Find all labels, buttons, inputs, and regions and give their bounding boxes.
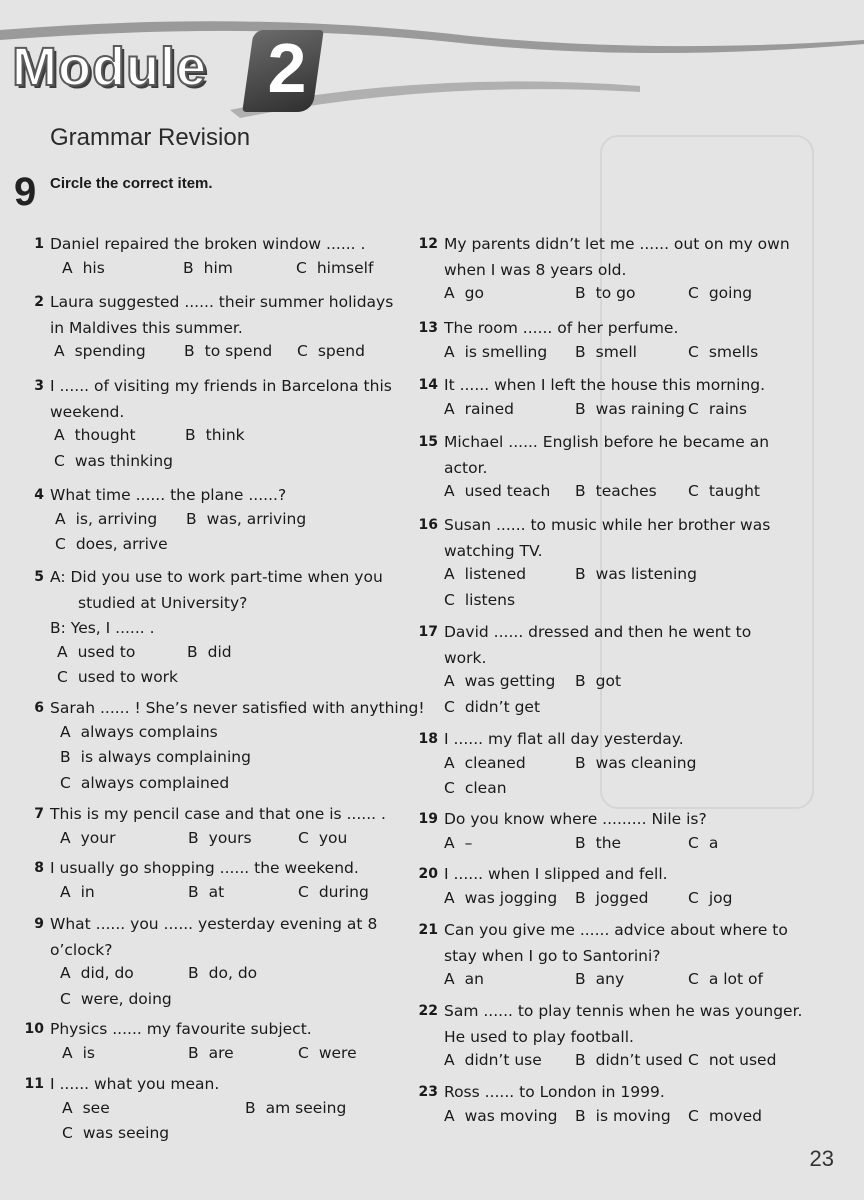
option-c[interactable] xyxy=(62,1124,169,1142)
module-title: Module xyxy=(12,37,207,97)
option-letter: B xyxy=(575,1106,586,1125)
option-c[interactable] xyxy=(298,1044,357,1062)
option-b[interactable] xyxy=(575,482,657,500)
option-letter: A xyxy=(444,1106,455,1125)
option-letter: C xyxy=(688,399,699,418)
option-text: – xyxy=(464,833,473,852)
option-c[interactable] xyxy=(688,970,763,988)
option-text: taught xyxy=(708,482,760,500)
option-letter: B xyxy=(575,482,586,500)
option-a[interactable] xyxy=(444,1107,558,1125)
option-letter: A xyxy=(444,970,455,988)
option-text: him xyxy=(203,258,233,277)
option-a[interactable] xyxy=(60,829,115,847)
option-c[interactable] xyxy=(688,1051,776,1069)
question-text: Physics ...... my favourite subject. xyxy=(50,1020,312,1038)
option-letter: A xyxy=(54,342,65,360)
option-text: do, do xyxy=(208,964,258,982)
option-letter: A xyxy=(444,342,455,361)
option-letter: A xyxy=(444,399,455,418)
option-letter: C xyxy=(444,590,455,609)
option-text: cleaned xyxy=(464,753,526,772)
option-text: moved xyxy=(708,1106,762,1125)
question-text: David ...... dressed and then he went to xyxy=(444,623,752,641)
question-number: 8 xyxy=(34,860,44,876)
option-letter: B xyxy=(184,342,195,360)
module-number: 2 xyxy=(267,29,307,107)
option-letter: A xyxy=(444,565,455,583)
option-a[interactable] xyxy=(444,889,557,907)
option-text: during xyxy=(318,882,369,901)
question-text: It ...... when I left the house this morning. xyxy=(444,376,766,394)
option-c[interactable] xyxy=(688,1107,762,1125)
option-c[interactable] xyxy=(444,779,507,797)
question-number: 13 xyxy=(418,320,438,336)
option-letter: B xyxy=(245,1098,256,1117)
question-text: This is my pencil case and that one is ...... . xyxy=(50,805,386,823)
option-letter: C xyxy=(688,342,699,361)
option-text: does, arrive xyxy=(75,535,168,553)
question-number: 16 xyxy=(418,517,438,533)
option-letter: C xyxy=(688,1051,699,1069)
option-letter: A xyxy=(60,722,71,741)
option-text: going xyxy=(708,284,753,302)
option-letter: C xyxy=(60,989,71,1008)
option-letter: C xyxy=(62,1124,73,1142)
option-text: think xyxy=(205,426,245,444)
option-c[interactable] xyxy=(688,284,752,302)
option-text: smell xyxy=(595,342,637,361)
option-b[interactable] xyxy=(185,426,245,444)
option-letter: B xyxy=(186,509,197,528)
option-letter: C xyxy=(444,697,455,716)
option-letter: B xyxy=(187,642,198,661)
option-c[interactable] xyxy=(444,591,515,609)
option-text: was getting xyxy=(464,672,556,690)
question-text: Laura suggested ...... their summer holidays xyxy=(50,293,394,311)
option-letter: B xyxy=(183,258,194,277)
option-letter: B xyxy=(575,753,586,772)
option-b[interactable] xyxy=(186,510,306,528)
option-letter: A xyxy=(60,964,71,982)
option-letter: A xyxy=(60,828,71,847)
option-text: were, doing xyxy=(80,989,172,1008)
option-text: was raining xyxy=(595,399,685,418)
option-letter: A xyxy=(60,882,71,901)
question-text: Michael ...... English before he became an xyxy=(444,433,770,451)
option-b[interactable] xyxy=(184,342,272,360)
option-c[interactable] xyxy=(60,774,229,792)
option-letter: C xyxy=(54,451,65,470)
question-number: 15 xyxy=(418,434,438,450)
option-text: didn’t use xyxy=(464,1051,542,1069)
option-a[interactable] xyxy=(60,964,134,982)
option-text: your xyxy=(80,828,116,847)
option-text: yours xyxy=(208,828,252,847)
option-b[interactable] xyxy=(60,748,251,766)
option-text: at xyxy=(208,882,225,901)
option-letter: B xyxy=(188,882,199,901)
option-a[interactable] xyxy=(444,565,526,583)
option-letter: C xyxy=(55,535,66,553)
option-text: teaches xyxy=(595,482,657,500)
option-letter: A xyxy=(62,1098,73,1117)
question-number: 3 xyxy=(34,378,44,394)
option-text: to spend xyxy=(204,342,273,360)
option-text: spending xyxy=(74,342,146,360)
option-text: spend xyxy=(317,342,365,360)
option-letter: C xyxy=(298,882,309,901)
question-text: when I was 8 years old. xyxy=(444,260,627,279)
question-text: He used to play football. xyxy=(444,1027,634,1046)
question-number: 5 xyxy=(34,569,44,585)
option-text: was moving xyxy=(464,1106,558,1125)
option-letter: A xyxy=(444,888,455,907)
question-number: 1 xyxy=(34,236,44,252)
option-c[interactable] xyxy=(54,452,173,470)
question-text: Do you know where ......... Nile is? xyxy=(444,810,707,828)
option-text: listened xyxy=(464,565,527,583)
option-letter: A xyxy=(54,426,65,444)
option-letter: B xyxy=(575,342,586,361)
option-a[interactable] xyxy=(444,400,514,418)
option-a[interactable] xyxy=(62,259,105,277)
question-number: 11 xyxy=(24,1076,44,1092)
option-letter: C xyxy=(60,773,71,792)
option-letter: C xyxy=(688,833,699,852)
question-number: 21 xyxy=(418,922,438,938)
option-letter: C xyxy=(298,1043,309,1062)
question-number: 12 xyxy=(418,236,438,252)
option-text: not used xyxy=(708,1051,777,1069)
option-text: you xyxy=(318,828,348,847)
option-text: clean xyxy=(464,779,507,797)
option-a[interactable] xyxy=(444,754,526,772)
question-text: Sarah ...... ! She’s never satisfied with anything! xyxy=(50,699,425,717)
option-text: listens xyxy=(464,590,516,609)
option-letter: B xyxy=(575,565,586,583)
option-b[interactable] xyxy=(575,1051,683,1069)
question-number: 17 xyxy=(418,624,438,640)
question-number: 2 xyxy=(34,294,44,310)
question-text: A: Did you use to work part-time when you xyxy=(50,568,383,586)
option-letter: C xyxy=(688,284,699,302)
question-text: What ...... you ...... yesterday evening at 8 xyxy=(50,915,378,933)
option-letter: B xyxy=(188,964,199,982)
option-letter: B xyxy=(60,748,71,766)
option-letter: B xyxy=(575,970,586,988)
question-number: 14 xyxy=(418,377,438,393)
question-number: 4 xyxy=(34,487,44,503)
option-b[interactable] xyxy=(575,284,635,302)
option-c[interactable] xyxy=(55,535,168,553)
option-letter: C xyxy=(297,342,308,360)
option-a[interactable] xyxy=(444,970,484,988)
option-a[interactable] xyxy=(444,672,555,690)
option-letter: B xyxy=(575,888,586,907)
option-text: always complains xyxy=(80,722,218,741)
option-text: a xyxy=(708,833,719,852)
option-a[interactable] xyxy=(54,426,136,444)
exercise-number: 9 xyxy=(14,170,37,214)
option-a[interactable] xyxy=(60,883,95,901)
option-letter: A xyxy=(62,258,73,277)
option-a[interactable] xyxy=(62,1044,95,1062)
question-text: Ross ...... to London in 1999. xyxy=(444,1083,665,1101)
option-text: didn’t used xyxy=(595,1051,683,1069)
question-number: 20 xyxy=(418,866,438,882)
option-c[interactable] xyxy=(298,883,369,901)
option-letter: A xyxy=(444,672,455,690)
option-text: did, do xyxy=(80,964,134,982)
option-text: did xyxy=(207,642,232,661)
option-letter: C xyxy=(688,970,699,988)
option-text: smells xyxy=(708,342,759,361)
option-letter: C xyxy=(57,668,68,686)
question-text: Daniel repaired the broken window ...... . xyxy=(50,235,366,253)
option-a[interactable] xyxy=(62,1099,110,1117)
option-text: any xyxy=(595,970,625,988)
option-text: is, arriving xyxy=(75,509,158,528)
question-text: studied at University? xyxy=(78,593,248,612)
option-text: was seeing xyxy=(82,1124,170,1142)
option-c[interactable] xyxy=(688,400,747,418)
option-letter: A xyxy=(444,482,455,500)
question-text: Sam ...... to play tennis when he was younger. xyxy=(444,1002,803,1020)
option-b[interactable] xyxy=(188,829,252,847)
option-text: is xyxy=(82,1043,95,1062)
option-text: jog xyxy=(708,888,733,907)
option-b[interactable] xyxy=(575,754,696,772)
option-b[interactable] xyxy=(575,834,621,852)
option-b[interactable] xyxy=(575,343,637,361)
question-text: I ...... of visiting my friends in Barcelona this xyxy=(50,377,392,395)
option-text: got xyxy=(595,672,622,690)
option-letter: C xyxy=(298,828,309,847)
option-c[interactable] xyxy=(688,889,732,907)
option-letter: C xyxy=(688,482,699,500)
option-a[interactable] xyxy=(60,723,218,741)
option-text: go xyxy=(464,284,484,302)
question-number: 10 xyxy=(24,1021,44,1037)
question-number: 18 xyxy=(418,731,438,747)
question-text: Can you give me ...... advice about where to xyxy=(444,921,788,939)
question-text: What time ...... the plane ......? xyxy=(50,486,287,504)
option-c[interactable] xyxy=(688,834,718,852)
option-b[interactable] xyxy=(575,565,697,583)
option-b[interactable] xyxy=(187,643,232,661)
option-letter: A xyxy=(444,833,455,852)
question-text: B: Yes, I ...... . xyxy=(50,619,155,637)
option-text: was cleaning xyxy=(595,753,697,772)
option-text: to go xyxy=(595,284,636,302)
option-a[interactable] xyxy=(444,482,550,500)
option-text: is moving xyxy=(595,1106,671,1125)
option-letter: B xyxy=(575,1051,586,1069)
option-text: was thinking xyxy=(74,451,173,470)
option-letter: C xyxy=(688,888,699,907)
option-b[interactable] xyxy=(188,1044,234,1062)
question-number: 23 xyxy=(418,1084,438,1100)
option-letter: C xyxy=(444,779,455,797)
option-b[interactable] xyxy=(188,883,224,901)
option-text: used teach xyxy=(464,482,551,500)
question-number: 19 xyxy=(418,811,438,827)
question-text: The room ...... of her perfume. xyxy=(444,319,679,337)
question-number: 22 xyxy=(418,1003,438,1019)
question-number: 7 xyxy=(34,806,44,822)
option-text: are xyxy=(208,1043,234,1062)
question-text: weekend. xyxy=(50,402,125,421)
option-text: is always complaining xyxy=(80,748,251,766)
option-b[interactable] xyxy=(575,400,685,418)
question-text: I ...... what you mean. xyxy=(50,1075,220,1093)
section-title: Grammar Revision xyxy=(50,124,251,151)
question-text: stay when I go to Santorini? xyxy=(444,946,661,965)
question-text: I ...... my flat all day yesterday. xyxy=(444,730,684,748)
option-a[interactable] xyxy=(54,342,146,360)
question-text: watching TV. xyxy=(444,541,543,560)
option-a[interactable] xyxy=(55,510,157,528)
option-text: in xyxy=(80,882,95,901)
option-a[interactable] xyxy=(444,1051,542,1069)
option-a[interactable] xyxy=(57,643,135,661)
option-c[interactable] xyxy=(57,668,178,686)
option-text: was, arriving xyxy=(206,509,307,528)
option-letter: B xyxy=(188,828,199,847)
option-c[interactable] xyxy=(688,343,758,361)
option-b[interactable] xyxy=(245,1099,346,1117)
option-text: rains xyxy=(708,399,747,418)
exercise-instruction: Circle the correct item. xyxy=(50,175,213,192)
option-c[interactable] xyxy=(444,698,540,716)
option-b[interactable] xyxy=(575,970,624,988)
option-a[interactable] xyxy=(444,343,547,361)
option-c[interactable] xyxy=(297,342,365,360)
question-number: 6 xyxy=(34,700,44,716)
option-text: is smelling xyxy=(464,342,548,361)
option-b[interactable] xyxy=(575,889,648,907)
option-text: used to xyxy=(77,642,136,661)
option-a[interactable] xyxy=(444,284,484,302)
option-c[interactable] xyxy=(688,482,760,500)
question-text: I ...... when I slipped and fell. xyxy=(444,865,668,883)
option-letter: B xyxy=(575,833,586,852)
option-b[interactable] xyxy=(575,1107,671,1125)
option-text: were xyxy=(318,1043,357,1062)
option-letter: A xyxy=(57,642,68,661)
option-letter: B xyxy=(575,284,586,302)
option-text: always complained xyxy=(80,773,230,792)
question-text: o’clock? xyxy=(50,940,113,959)
option-letter: A xyxy=(62,1043,73,1062)
option-text: jogged xyxy=(595,888,649,907)
option-c[interactable] xyxy=(296,259,373,277)
option-letter: A xyxy=(444,753,455,772)
option-text: didn’t get xyxy=(464,697,541,716)
option-letter: B xyxy=(575,672,586,690)
question-number: 9 xyxy=(34,916,44,932)
page-number: 23 xyxy=(809,1146,834,1171)
option-letter: B xyxy=(575,399,586,418)
question-text: in Maldives this summer. xyxy=(50,318,243,337)
option-letter: C xyxy=(688,1106,699,1125)
option-letter: B xyxy=(188,1043,199,1062)
option-b[interactable] xyxy=(183,259,233,277)
question-text: work. xyxy=(444,648,487,667)
option-text: rained xyxy=(464,399,514,418)
option-letter: A xyxy=(444,284,455,302)
option-letter: A xyxy=(55,509,66,528)
option-letter: B xyxy=(185,426,196,444)
option-text: a lot of xyxy=(708,970,763,988)
option-letter: C xyxy=(296,258,307,277)
option-text: see xyxy=(82,1098,110,1117)
option-c[interactable] xyxy=(60,990,172,1008)
question-text: actor. xyxy=(444,458,488,477)
option-text: used to work xyxy=(77,668,179,686)
option-b[interactable] xyxy=(575,672,621,690)
option-a[interactable] xyxy=(444,834,472,852)
option-letter: A xyxy=(444,1051,455,1069)
question-text: My parents didn’t let me ...... out on my own xyxy=(444,235,790,253)
option-text: himself xyxy=(316,258,374,277)
question-text: Susan ...... to music while her brother was xyxy=(444,516,771,534)
option-text: am seeing xyxy=(265,1098,347,1117)
option-text: thought xyxy=(74,426,136,444)
option-text: an xyxy=(464,970,484,988)
option-text: was jogging xyxy=(464,888,558,907)
option-c[interactable] xyxy=(298,829,347,847)
option-text: his xyxy=(82,258,105,277)
option-text: was listening xyxy=(595,565,697,583)
question-text: I usually go shopping ...... the weekend. xyxy=(50,859,359,877)
option-b[interactable] xyxy=(188,964,257,982)
option-text: the xyxy=(595,833,622,852)
